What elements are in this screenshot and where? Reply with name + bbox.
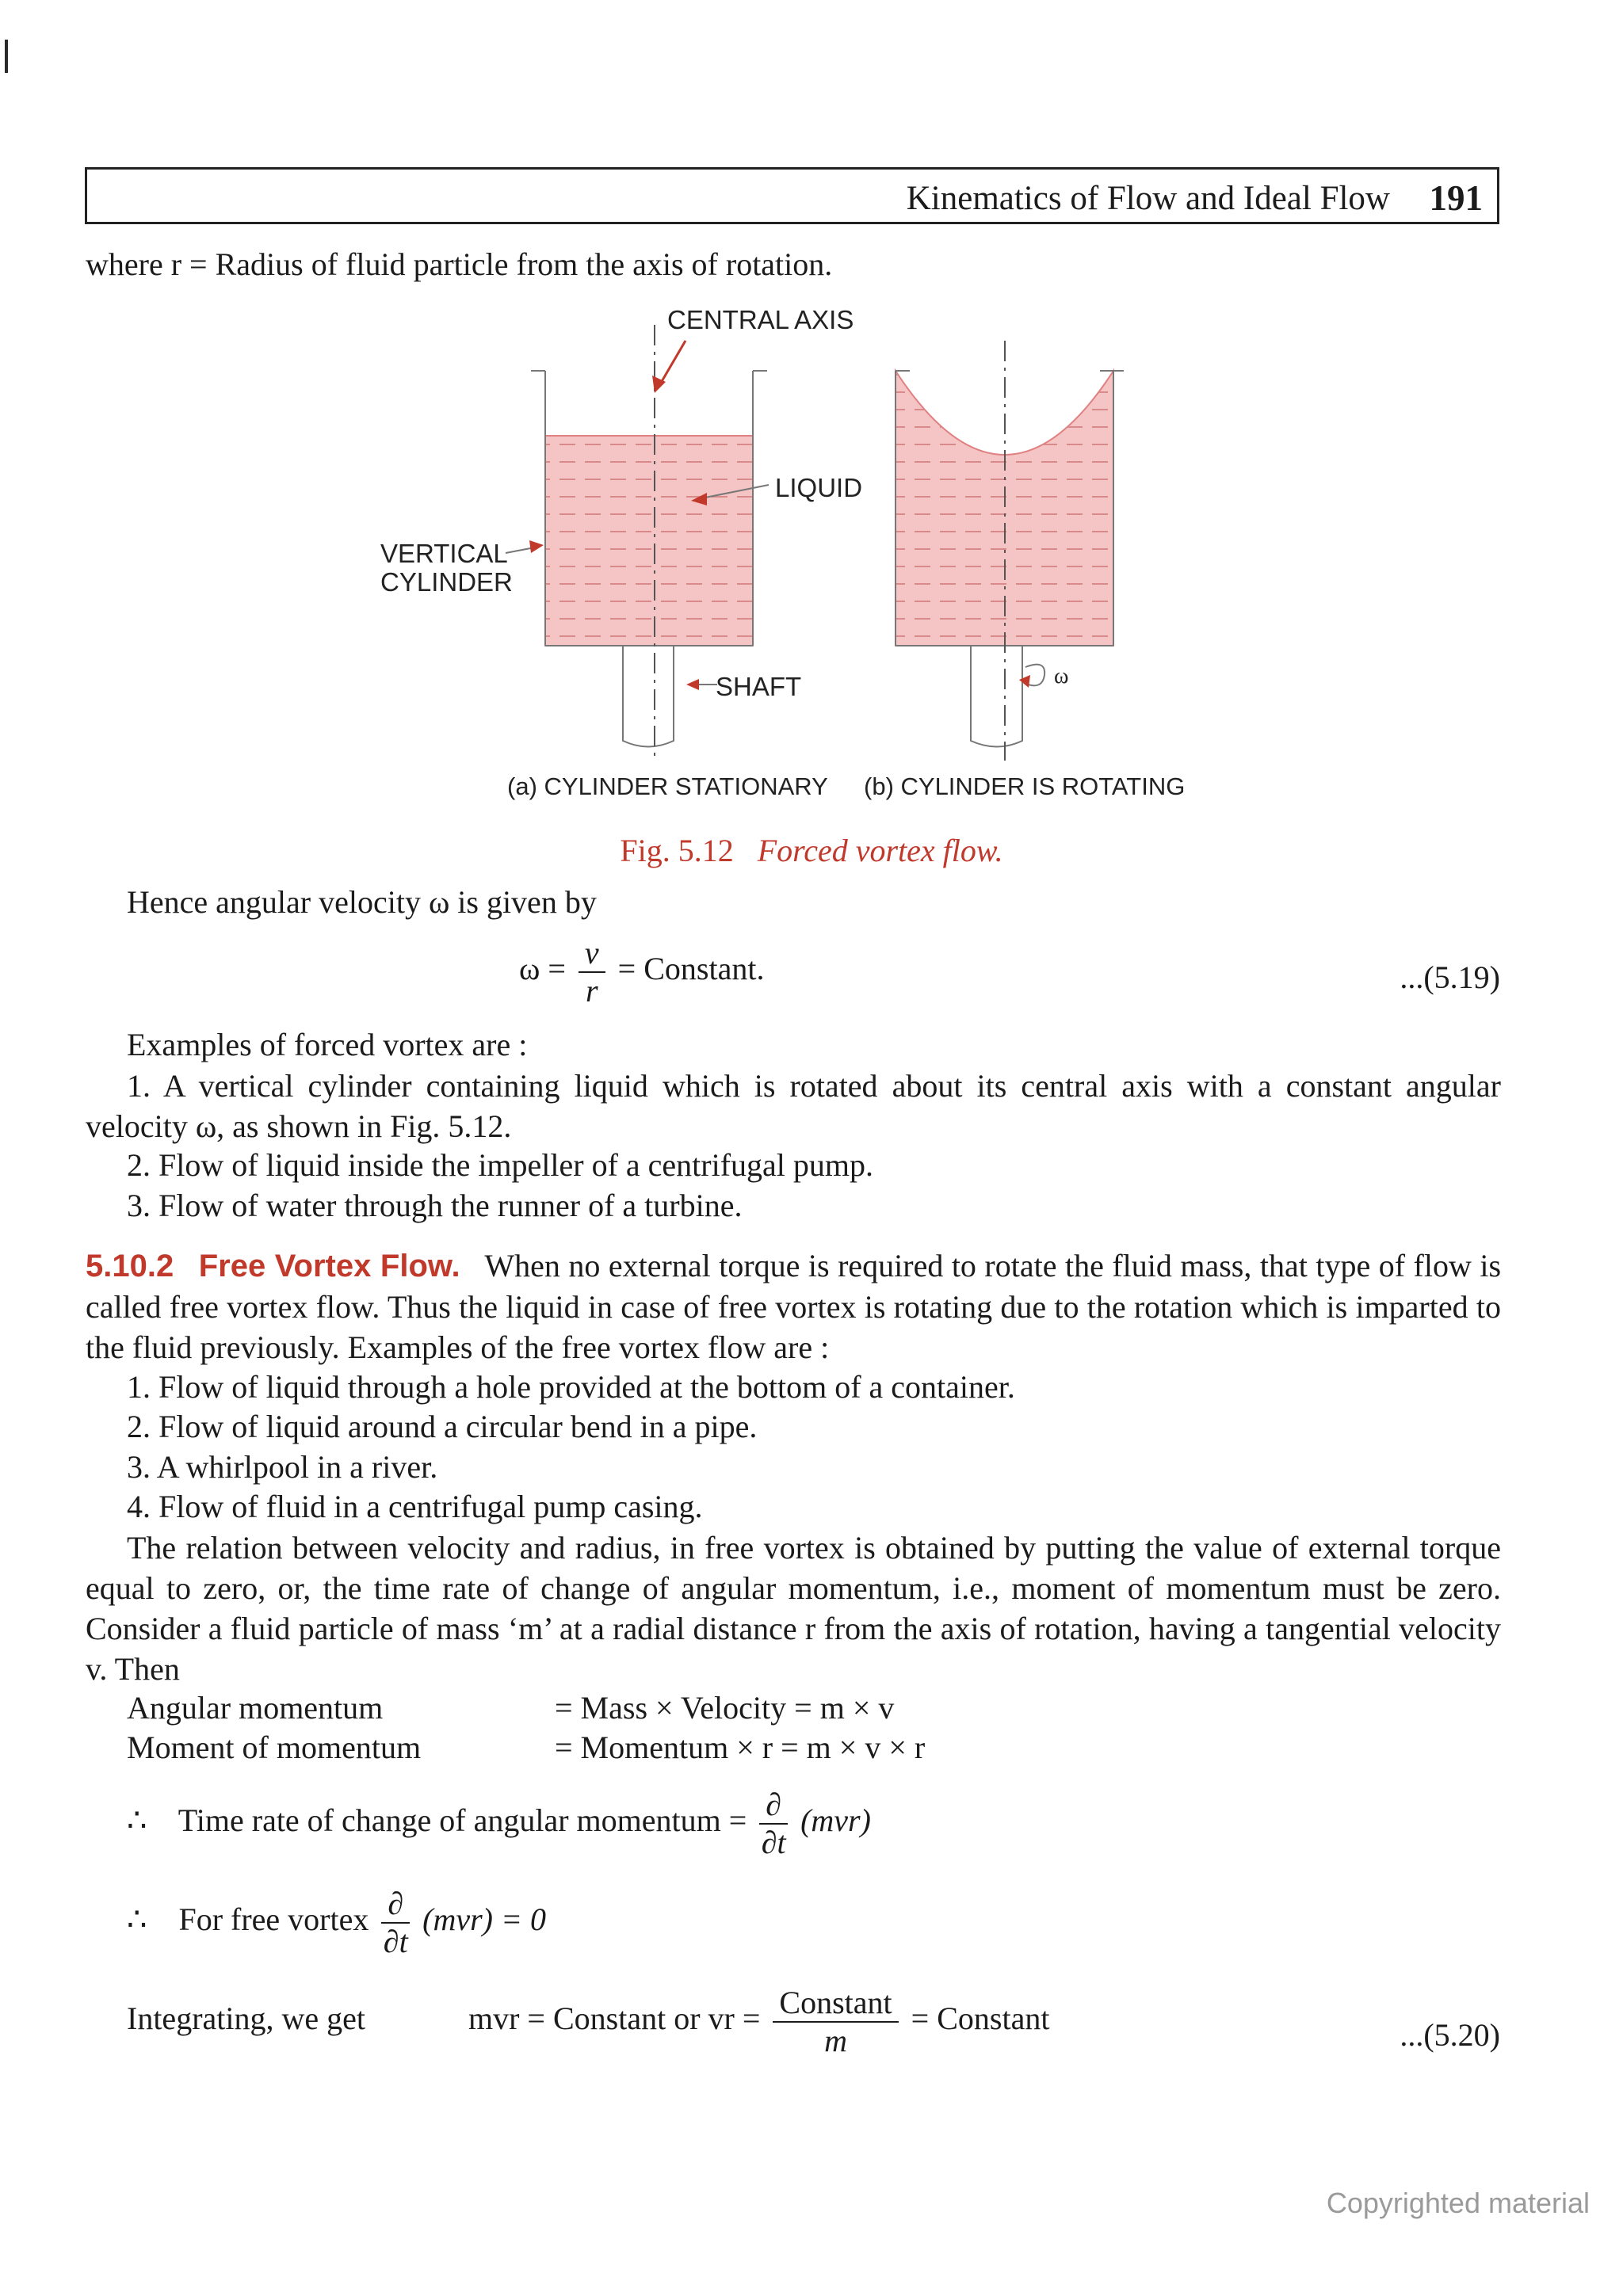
moment-of-momentum-value: = Momentum × r = m × v × r bbox=[555, 1730, 926, 1765]
intro-line: where r = Radius of fluid particle from the axis of rotation. bbox=[86, 246, 833, 282]
time-rate-expr: (mvr) bbox=[800, 1802, 871, 1839]
free-vortex-expr: (mvr) = 0 bbox=[422, 1901, 546, 1938]
therefore-symbol: ∴ bbox=[127, 1802, 147, 1839]
integrating-label: Integrating, we get bbox=[127, 2000, 365, 2037]
hence-line: Hence angular velocity ω is given by bbox=[127, 884, 597, 920]
section-title: Free Vortex Flow. bbox=[198, 1249, 460, 1283]
subcaption-a: (a) CYLINDER STATIONARY bbox=[507, 772, 828, 800]
forced-examples-intro: Examples of forced vortex are : bbox=[127, 1027, 528, 1062]
integrating-fraction bbox=[773, 1985, 898, 2059]
shaft-right bbox=[971, 646, 1022, 747]
free-example-3: 3. A whirlpool in a river. bbox=[127, 1449, 438, 1485]
equation-number-5-19: ...(5.19) bbox=[1400, 959, 1500, 995]
angular-momentum-label: Angular momentum bbox=[127, 1690, 384, 1726]
partial-denominator: ∂t bbox=[761, 1825, 786, 1860]
relation-paragraph: The relation between velocity and radius, in free vortex is obtained by putting the value of external torque equal to zero, or, the time rate of change of angular momentum, i.e., moment of momentum must be zero. Consider a fluid particle of mass ‘m’ at a radial distance r from the axis of rotation, having a tangential velocity v. Then bbox=[86, 1530, 1501, 1687]
label-liquid: LIQUID bbox=[775, 473, 863, 502]
eq-numerator: v bbox=[579, 935, 605, 973]
eq-rhs: = Constant. bbox=[617, 951, 765, 987]
label-cylinder: CYLINDER bbox=[380, 567, 513, 597]
liquid-hatching bbox=[545, 436, 753, 646]
time-rate-equation bbox=[127, 1787, 871, 1861]
equation-number-5-20: ...(5.20) bbox=[1400, 2017, 1500, 2053]
partial-fraction bbox=[759, 1787, 788, 1861]
header-title: Kinematics of Flow and Ideal Flow bbox=[906, 180, 1390, 217]
forced-example-2: 2. Flow of liquid inside the impeller of a centrifugal pump. bbox=[127, 1147, 874, 1183]
label-shaft: SHAFT bbox=[716, 672, 802, 701]
eq-fraction bbox=[579, 935, 605, 1009]
shaft-left bbox=[623, 646, 674, 747]
copyright-notice: Copyrighted material bbox=[1326, 2187, 1590, 2219]
time-rate-text: Time rate of change of angular momentum = bbox=[178, 1802, 747, 1839]
integrating-equation bbox=[127, 1985, 1049, 2059]
partial-denominator: ∂t bbox=[383, 1924, 408, 1959]
section-text: When no external torque is required to rotate the fluid mass, that type of flow is called free vortex flow. Thus the liquid in case of free vortex is rotating due to the rotation which is imparted to the fluid previously. Examples of the free vortex flow are : bbox=[86, 1248, 1502, 1365]
integrating-lhs: mvr = Constant or vr = bbox=[468, 2000, 761, 2037]
free-vortex-equation bbox=[127, 1886, 546, 1960]
partial-fraction bbox=[381, 1886, 410, 1960]
rotating-cylinder bbox=[896, 341, 1124, 761]
forced-example-3: 3. Flow of water through the runner of a turbine. bbox=[127, 1188, 743, 1223]
partial-numerator: ∂ bbox=[381, 1886, 410, 1924]
partial-numerator: ∂ bbox=[759, 1787, 788, 1825]
free-vortex-text: For free vortex bbox=[178, 1901, 369, 1938]
eq-lhs: ω = bbox=[519, 951, 566, 987]
figure-caption bbox=[0, 832, 1623, 869]
subcaption-b: (b) CYLINDER IS ROTATING bbox=[864, 772, 1186, 800]
angular-momentum-value: = Mass × Velocity = m × v bbox=[555, 1690, 895, 1726]
therefore-symbol: ∴ bbox=[127, 1901, 147, 1938]
section-number: 5.10.2 bbox=[86, 1249, 174, 1283]
label-central-axis: CENTRAL AXIS bbox=[667, 305, 854, 334]
label-vertical: VERTICAL bbox=[380, 539, 508, 568]
free-example-1: 1. Flow of liquid through a hole provided at the bottom of a container. bbox=[127, 1369, 1015, 1405]
free-example-4: 4. Flow of fluid in a centrifugal pump casing. bbox=[127, 1489, 703, 1524]
forced-example-1: 1. A vertical cylinder containing liquid which is rotated about its central axis with a constant angular velocity ω, as shown in Fig. 5.12. bbox=[86, 1068, 1501, 1144]
figure-caption-text: Forced vortex flow. bbox=[757, 833, 1003, 868]
page-number: 191 bbox=[1429, 178, 1483, 218]
figure-caption-number: Fig. 5.12 bbox=[620, 833, 734, 868]
label-omega: ω bbox=[1054, 664, 1069, 688]
forced-vortex-figure bbox=[0, 0, 1623, 871]
integrating-denominator: m bbox=[824, 2023, 847, 2058]
free-example-2: 2. Flow of liquid around a circular bend in a pipe. bbox=[127, 1409, 758, 1444]
moment-of-momentum-label: Moment of momentum bbox=[127, 1730, 422, 1765]
integrating-numerator: Constant bbox=[773, 1985, 898, 2023]
eq-denominator: r bbox=[585, 973, 598, 1009]
equation-5-19 bbox=[519, 935, 764, 1009]
integrating-rhs: = Constant bbox=[911, 2000, 1050, 2037]
section-5-10-2 bbox=[86, 1245, 1501, 1367]
